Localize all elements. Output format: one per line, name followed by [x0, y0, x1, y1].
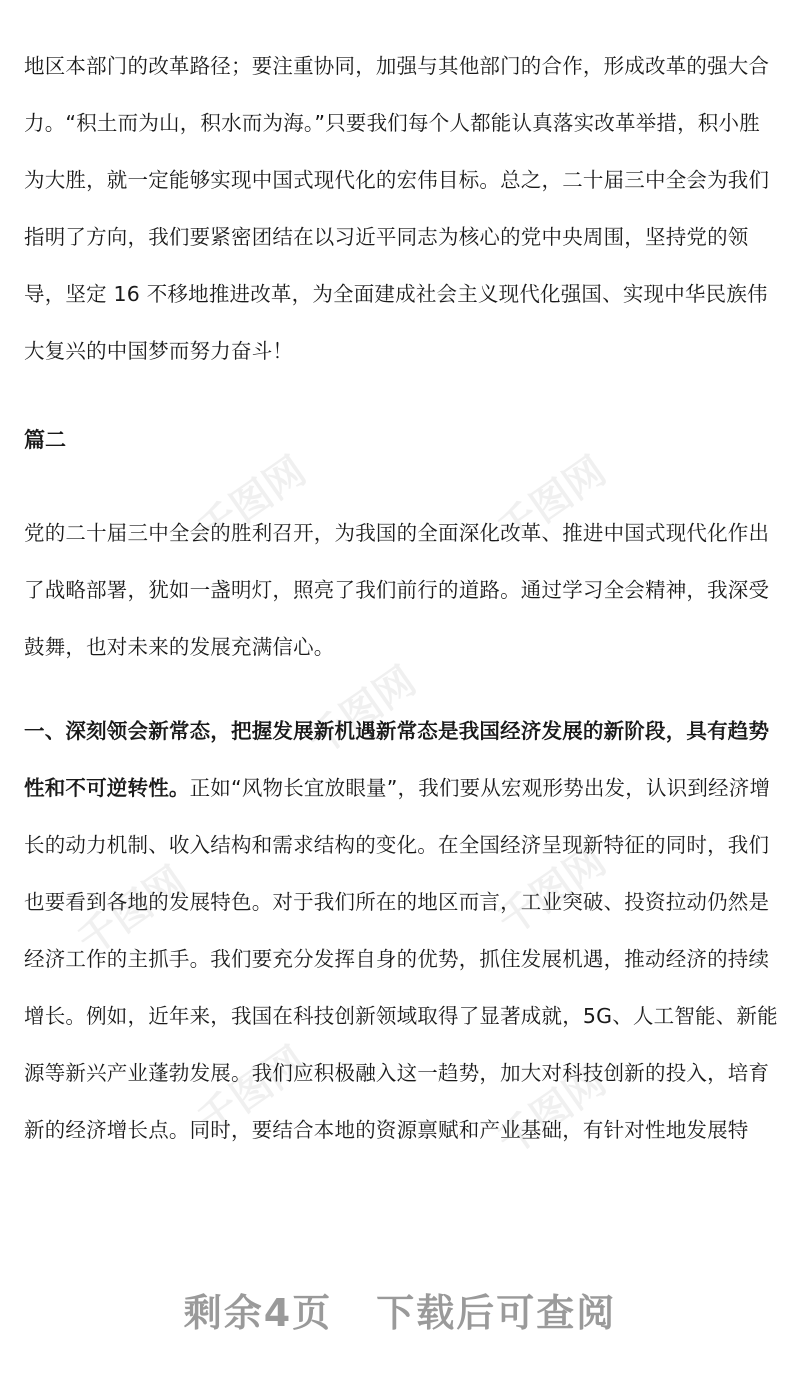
paragraph-intro-text: 党的二十届三中全会的胜利召开，为我国的全面深化改革、推进中国式现代化作出了战略部署，犹如一盏明灯，照亮了我们前行的道路。通过学习全会精神，我深受鼓舞，也对未来的发展充满信心。	[24, 521, 770, 659]
point-one-body: 正如“风物长宜放眼量”，我们要从宏观形势出发，认识到经济增长的动力机制、收入结构和需求结构的变化。在全国经济呈现新特征的同时，我们也要看到各地的发展特色。对于我们所在的地区而言，工业突破、投资拉动仍然是经济工作的主抓手。我们要充分发挥自身的优势，抓住发展机遇，推动经济的持续增长。例如，近年来，我国在科技创新领域取得了显著成就，5G、人工智能、新能源等新兴产业蓬勃发展。我们应积极融入这一趋势，加大对科技创新的投入，培育新的经济增长点。同时，要结合本地的资源禀赋和产业基础，有针对性地发展特	[24, 776, 778, 1142]
paragraph-intro	[24, 505, 778, 676]
paragraph-point-one	[24, 703, 778, 1159]
download-to-view-label[interactable]: 下载后可查阅	[376, 1291, 617, 1335]
download-prompt	[0, 1282, 800, 1337]
watermark: 千图网	[189, 1038, 315, 1145]
watermark: 千图网	[489, 838, 615, 945]
point-one-heading: 一、深刻领会新常态，把握发展新机遇新常态是我国经济发展的新阶段，具有趋势性和不可逆转性。	[24, 719, 770, 800]
section-title: 篇二	[24, 428, 66, 452]
paragraph-continued: 地区本部门的改革路径；要注重协同，加强与其他部门的合作，形成改革的强大合力。“积土而为山，积水而为海。”只要我们每个人都能认真落实改革举措，积小胜为大胜，就一定能够实现中国式现代化的宏伟目标。总之，二十届三中全会为我们指明了方向，我们要紧密团结在以习近平同志为核心的党中央周围，坚持党的领导，坚定 16 不移地推进改革，为全面建成社会主义现代化强国、实现中华民族伟大复兴的中国梦而努力奋斗！	[24, 54, 770, 363]
remaining-pages-label: 剩余4页	[183, 1291, 333, 1335]
watermark: 千图网	[189, 448, 315, 555]
watermark: 千图网	[299, 658, 425, 765]
watermark: 千图网	[489, 1058, 615, 1165]
watermark: 千图网	[69, 858, 195, 965]
watermark: 千图网	[489, 448, 615, 555]
